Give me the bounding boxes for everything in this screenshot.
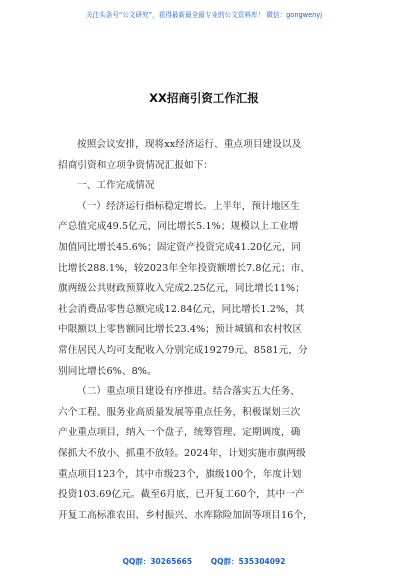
paragraph-line: 常住居民人均可支配收入分别完成19279元、8581元，分 [58,344,308,356]
paragraph-line: 投资103.69亿元。截至6月底，已开复工60个，其中一产 [58,489,305,501]
paragraph-line: 开复工高标准农田、乡村振兴、水库除险加固等项目16个， [58,509,313,521]
paragraph-line: 产总值完成49.5亿元，同比增长5.1%；规模以上工业增 [58,221,299,233]
footer-qq-group-1: QQ群：30265665 [122,557,193,566]
footer-qq-group-2: QQ群：535304092 [210,557,286,566]
top-banner: 关注头条号“公文研究”，获得最新最全最专业的公文资料库！ 微信：gongwenyj [85,11,323,19]
paragraph-line: 别同比增长6%、8%。 [58,365,157,377]
paragraph-line: 社会消费品零售总额完成12.84亿元，同比增长1.2%，其 [58,303,305,315]
document-body [58,135,358,526]
paragraph-line: 保抓大不放小、抓重不放轻。2024年，计划实施市旗两级 [58,447,306,459]
paragraph-line: 比增长288.1%，较2023年全年投资额增长7.8亿元；市、 [58,262,311,274]
paragraph-line: 重点项目123个，其中市级23个，旗级100个，年度计划 [58,468,302,480]
footer [0,556,408,567]
document-title: XX招商引资工作汇报 [149,91,259,105]
paragraph-line: 中限额以上零售额同比增长23.4%；预计城镇和农村牧区 [58,324,303,336]
paragraph-line: 产业重点项目，纳入一个盘子，统筹管理、定期调度，确 [58,427,301,439]
paragraph-line: 旗两级公共财政预算收入完成2.25亿元，同比增长11%； [58,283,305,295]
paragraph-line: 六个工程、服务业高质量发展等重点任务，积极谋划三次 [58,406,301,418]
section-heading: 一、工作完成情况 [77,180,155,192]
paragraph-line: （二）重点项目建设有序推进。结合落实五大任务、 [77,386,300,398]
paragraph-line: （一）经济运行指标稳定增长。上半年，预计地区生 [77,200,300,212]
paragraph-line: 按照会议安排，现将xx经济运行、重点项目建设以及 [77,139,302,150]
paragraph-line: 招商引资和立项争资情况汇报如下： [58,159,214,171]
paragraph-line: 加值同比增长45.6%；固定资产投资完成41.20亿元，同 [58,241,302,253]
